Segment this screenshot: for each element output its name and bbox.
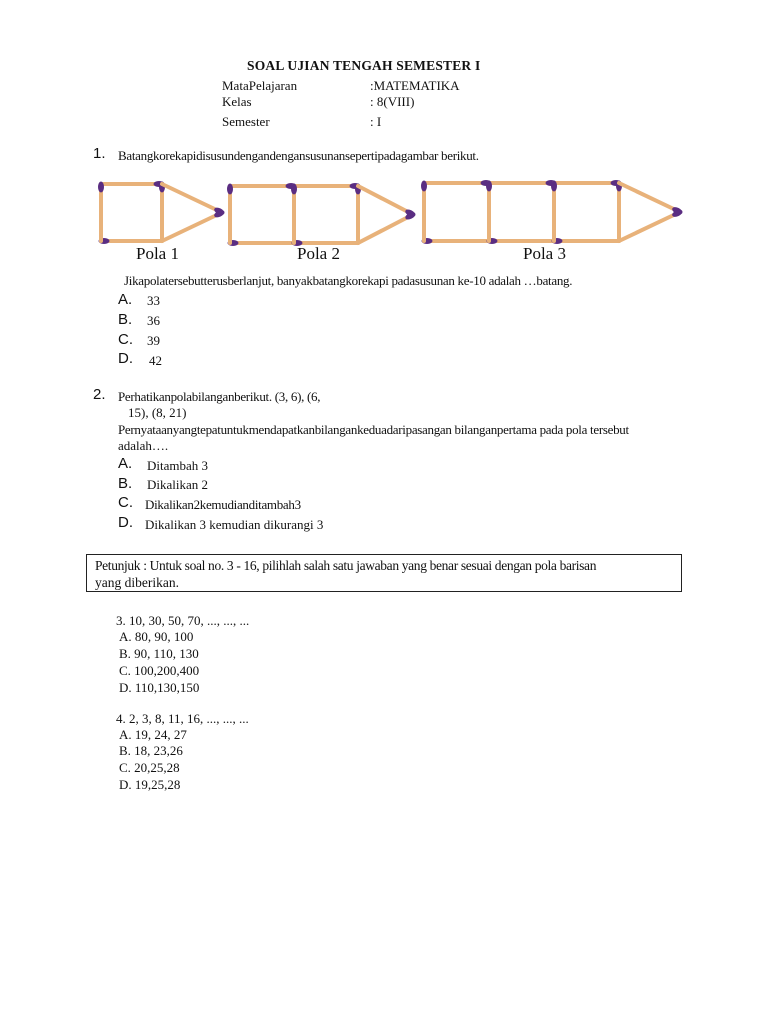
q1-option-d-letter: D. [118,350,133,367]
class-label: Kelas [222,94,252,109]
match-head [291,184,297,195]
q1-option-d-text: 42 [149,353,162,368]
q2-option-c-letter: C. [118,494,133,511]
q1-option-c-text: 39 [147,333,160,348]
q4-option-b: B. 18, 23,26 [119,743,183,758]
figure-label-pola-3: Pola 3 [523,244,566,263]
matchstick [230,183,297,189]
matchstick-pattern-figure [0,0,768,270]
instruction-line1: Petunjuk : Untuk soal no. 3 - 16, pilihlah salah satu jawaban yang benar sesuai dengan pola barisan [95,558,597,573]
q1-stem: Batangkorekapidisusundengandengansusunansepertipadagambar berikut. [118,148,479,163]
matchstick [162,184,226,216]
instruction-box [86,554,682,592]
q2-option-d-letter: D. [118,514,133,531]
semester-value: : I [370,114,382,129]
matchstick [489,180,557,186]
q3-option-c: C. 100,200,400 [119,663,200,678]
q2-stem-line2: 15), (8, 21) [128,405,187,420]
matchstick [162,209,226,241]
matchstick [228,240,295,246]
q1-number: 1. [93,145,106,162]
matchstick [424,180,492,186]
q4-stem: 4. 2, 3, 8, 11, 16, ..., ..., ... [116,711,249,726]
q3-option-b: B. 90, 110, 130 [119,646,199,661]
q1-option-b-text: 36 [147,313,160,328]
semester-label: Semester [222,114,270,129]
matchstick [422,238,490,244]
q2-stem-line1: Perhatikanpolabilanganberikut. (3, 6), (6, [118,389,321,404]
q4-option-a: A. 19, 24, 27 [119,727,187,742]
matchstick [619,183,684,216]
q1-option-a-text: 33 [147,293,160,308]
matchstick [101,181,165,187]
match-head [486,181,492,192]
matchstick [159,182,165,242]
q3-option-a: A. 80, 90, 100 [119,629,194,644]
matchstick [358,186,417,218]
matchstick [291,184,297,244]
matchstick [355,184,361,244]
q2-option-d-text: Dikalikan 3 kemudian dikurangi 3 [145,517,324,532]
matchstick [551,181,557,242]
class-value: : 8(VIII) [370,94,415,109]
q1-option-b-letter: B. [118,311,133,328]
figure-label-pola-1: Pola 1 [136,244,179,263]
matchstick [619,208,684,241]
subject-value: :MATEMATIKA [370,78,460,93]
q4-option-c: C. 20,25,28 [119,760,180,775]
subject-label: MataPelajaran [222,78,298,93]
matchstick [294,183,361,189]
q2-option-a-letter: A. [118,455,133,472]
matchstick [98,182,104,242]
exam-title: SOAL UJIAN TENGAH SEMESTER I [247,58,481,73]
instruction-line2: yang diberikan. [95,575,179,590]
matchstick [486,181,492,242]
matchstick [616,181,622,242]
matchstick [227,184,233,244]
match-head [421,181,427,192]
match-head [98,182,104,193]
matchstick [554,180,622,186]
figure-label-pola-2: Pola 2 [297,244,340,263]
q2-question-line1: Pernyataanyangtepatuntukmendapatkanbilangankeduadaripasangan bilanganpertama pada pola tersebut [118,422,629,437]
q1-option-c-letter: C. [118,331,133,348]
q2-option-b-letter: B. [118,475,133,492]
match-head [551,181,557,192]
q2-question-line2: adalah…. [118,438,169,453]
q3-stem: 3. 10, 30, 50, 70, ..., ..., ... [116,613,250,628]
q2-option-b-text: Dikalikan 2 [147,477,209,492]
q1-question: Jikapolatersebutterusberlanjut, banyakbatangkorekapi padasusunan ke-10 adalah …batang. [124,273,573,288]
q3-option-d: D. 110,130,150 [119,680,200,695]
matchstick [421,181,427,242]
match-head [227,184,233,195]
q2-number: 2. [93,386,106,403]
q2-option-c-text: Dikalikan2kemudianditambah3 [145,497,301,512]
matchstick [358,211,417,243]
q2-option-a-text: Ditambah 3 [147,458,209,473]
q4-option-d: D. 19,25,28 [119,777,181,792]
q1-option-a-letter: A. [118,291,133,308]
